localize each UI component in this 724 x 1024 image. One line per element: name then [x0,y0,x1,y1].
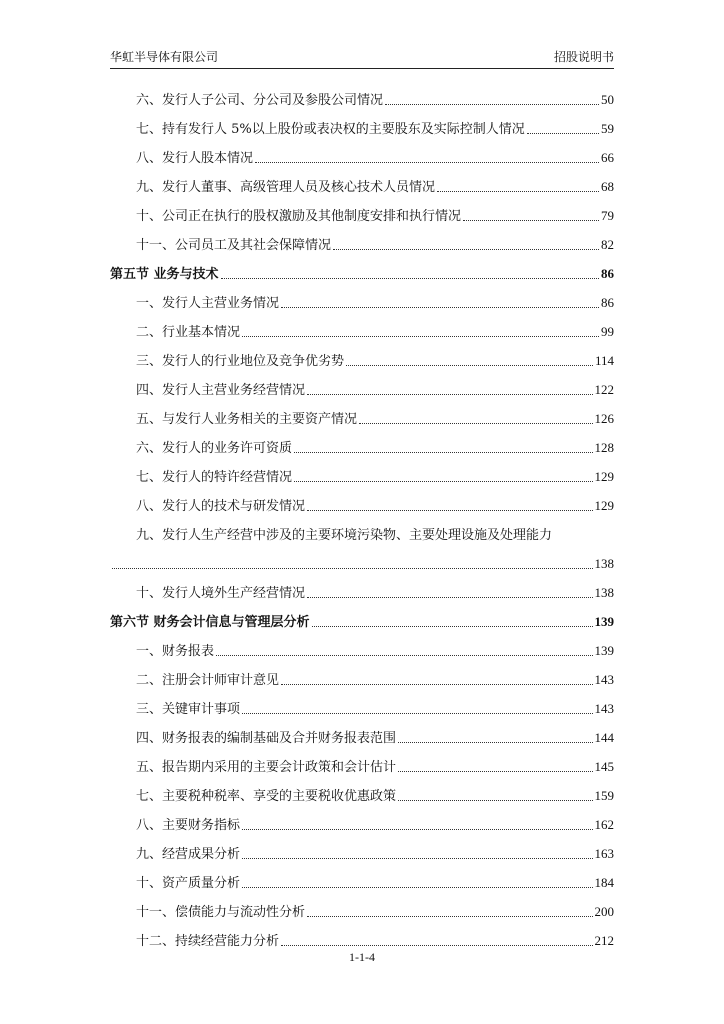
toc-dot-leader [294,481,592,482]
toc-entry[interactable] [110,142,614,171]
toc-entry-page: 122 [594,382,614,397]
toc-entry[interactable] [110,780,614,809]
toc-entry-title: 七、发行人的特许经营情况 [136,470,293,485]
toc-dot-leader [359,423,592,424]
page-number-footer: 1-1-4 [349,950,375,964]
toc-entry-page: 99 [601,324,614,339]
toc-dot-leader [281,307,599,308]
toc-section-page: 86 [601,266,614,281]
toc-entry[interactable] [110,287,614,316]
toc-dot-leader [307,916,592,917]
toc-entry[interactable] [110,316,614,345]
toc-entry-title: 二、注册会计师审计意见 [136,673,280,688]
company-name: 华虹半导体有限公司 [110,50,219,64]
toc-entry-page: 143 [594,672,614,687]
toc-dot-leader [242,713,592,714]
toc-entry[interactable] [110,229,614,258]
toc-entry-title: 四、发行人主营业务经营情况 [136,383,306,398]
toc-dot-leader [242,858,592,859]
toc-entry-page: 138 [594,556,614,571]
toc-entry-page: 68 [601,179,614,194]
toc-entry-title: 五、与发行人业务相关的主要资产情况 [136,412,358,427]
toc-entry-page: 212 [594,933,614,948]
page-header [110,48,614,69]
toc-entry-title: 八、主要财务指标 [136,818,241,833]
toc-entry-title: 九、发行人生产经营中涉及的主要环境污染物、主要处理设施及处理能力 [136,528,553,543]
toc-entry-title: 三、关键审计事项 [136,702,241,717]
toc-entry-page: 159 [594,788,614,803]
toc-entry-page: 126 [594,411,614,426]
toc-entry[interactable] [110,838,614,867]
toc-entry-title: 十一、偿债能力与流动性分析 [136,905,306,920]
toc-dot-leader [307,394,592,395]
toc-entry-title: 六、发行人的业务许可资质 [136,441,293,456]
toc-entry-page: 114 [594,353,614,368]
toc-entry[interactable] [110,809,614,838]
toc-entry[interactable] [110,635,614,664]
toc-entry-title: 九、发行人董事、高级管理人员及核心技术人员情况 [136,180,436,195]
toc-entry-title: 四、财务报表的编制基础及合并财务报表范围 [136,731,397,746]
toc-dot-leader [112,568,593,569]
toc-entry-title: 八、发行人股本情况 [136,151,254,166]
toc-entry[interactable] [110,345,614,374]
toc-entry-page: 86 [601,295,614,310]
toc-dot-leader [216,655,592,656]
toc-dot-leader [281,684,592,685]
toc-dot-leader [221,278,599,279]
toc-entry-page: 79 [601,208,614,223]
toc-entry-page: 139 [594,643,614,658]
toc-entry[interactable] [110,577,614,606]
toc-dot-leader [312,626,593,627]
toc-entry-title: 十一、公司员工及其社会保障情况 [136,238,332,253]
toc-entry[interactable] [110,171,614,200]
toc-entry-continuation[interactable] [110,548,614,577]
toc-dot-leader [333,249,599,250]
toc-dot-leader [398,742,592,743]
toc-dot-leader [437,191,599,192]
toc-entry-title: 七、持有发行人 5%以上股份或表决权的主要股东及实际控制人情况 [136,122,525,137]
toc-dot-leader [385,104,599,105]
toc-entry-page: 162 [594,817,614,832]
toc-entry[interactable] [110,722,614,751]
toc-section-page: 139 [594,614,614,629]
toc-entry-title: 十、发行人境外生产经营情况 [136,586,306,601]
toc-entry-title: 七、主要税种税率、享受的主要税收优惠政策 [136,789,397,804]
toc-entry-page: 128 [594,440,614,455]
toc-entry-page: 163 [594,846,614,861]
toc-entry-page: 82 [601,237,614,252]
toc-entry-page: 138 [594,585,614,600]
toc-section-heading[interactable] [110,606,614,635]
toc-dot-leader [398,771,592,772]
toc-entry-page: 184 [594,875,614,890]
toc-section-title: 第六节 财务会计信息与管理层分析 [110,615,310,630]
document-title: 招股说明书 [553,50,614,64]
toc-entry[interactable] [110,374,614,403]
toc-entry-page: 129 [594,498,614,513]
toc-entry[interactable] [110,664,614,693]
toc-entry-page: 145 [594,759,614,774]
toc-dot-leader [398,800,592,801]
toc-entry-title: 六、发行人子公司、分公司及参股公司情况 [136,93,384,108]
toc-entry[interactable] [110,461,614,490]
toc-entry-page: 143 [594,701,614,716]
toc-entry[interactable] [110,490,614,519]
toc-dot-leader [242,336,599,337]
toc-entry[interactable] [110,432,614,461]
toc-section-title: 第五节 业务与技术 [110,267,219,282]
toc-section-heading[interactable] [110,258,614,287]
toc-entry[interactable] [110,896,614,925]
toc-entry-title: 二、行业基本情况 [136,325,241,340]
toc-entry-page: 59 [601,121,614,136]
toc-entry-page: 144 [594,730,614,745]
toc-entry-title: 十、公司正在执行的股权激励及其他制度安排和执行情况 [136,209,462,224]
toc-dot-leader [255,162,599,163]
toc-entry[interactable] [110,403,614,432]
toc-dot-leader [281,945,592,946]
toc-dot-leader [463,220,599,221]
toc-entry-page: 200 [594,904,614,919]
toc-entry-title: 十二、持续经营能力分析 [136,934,280,949]
toc-entry-title: 一、发行人主营业务情况 [136,296,280,311]
toc-entry-page: 66 [601,150,614,165]
toc-dot-leader [527,133,599,134]
toc-entry-title: 八、发行人的技术与研发情况 [136,499,306,514]
toc-dot-leader [242,829,592,830]
toc-entry[interactable] [110,84,614,113]
toc-entry[interactable] [110,113,614,142]
table-of-contents [110,84,614,954]
toc-entry-wrapped[interactable] [110,519,614,548]
toc-entry-title: 五、报告期内采用的主要会计政策和会计估计 [136,760,397,775]
toc-entry-page: 50 [601,92,614,107]
toc-entry-page: 129 [594,469,614,484]
toc-entry-title: 九、经营成果分析 [136,847,241,862]
toc-entry[interactable] [110,693,614,722]
toc-dot-leader [242,887,592,888]
toc-entry[interactable] [110,200,614,229]
toc-dot-leader [294,452,592,453]
toc-entry-title: 一、财务报表 [136,644,215,659]
toc-entry[interactable] [110,867,614,896]
toc-entry-title: 十、资产质量分析 [136,876,241,891]
toc-dot-leader [346,365,593,366]
toc-dot-leader [307,510,592,511]
toc-dot-leader [307,597,592,598]
toc-entry[interactable] [110,751,614,780]
toc-entry-title: 三、发行人的行业地位及竞争优劣势 [136,354,345,369]
